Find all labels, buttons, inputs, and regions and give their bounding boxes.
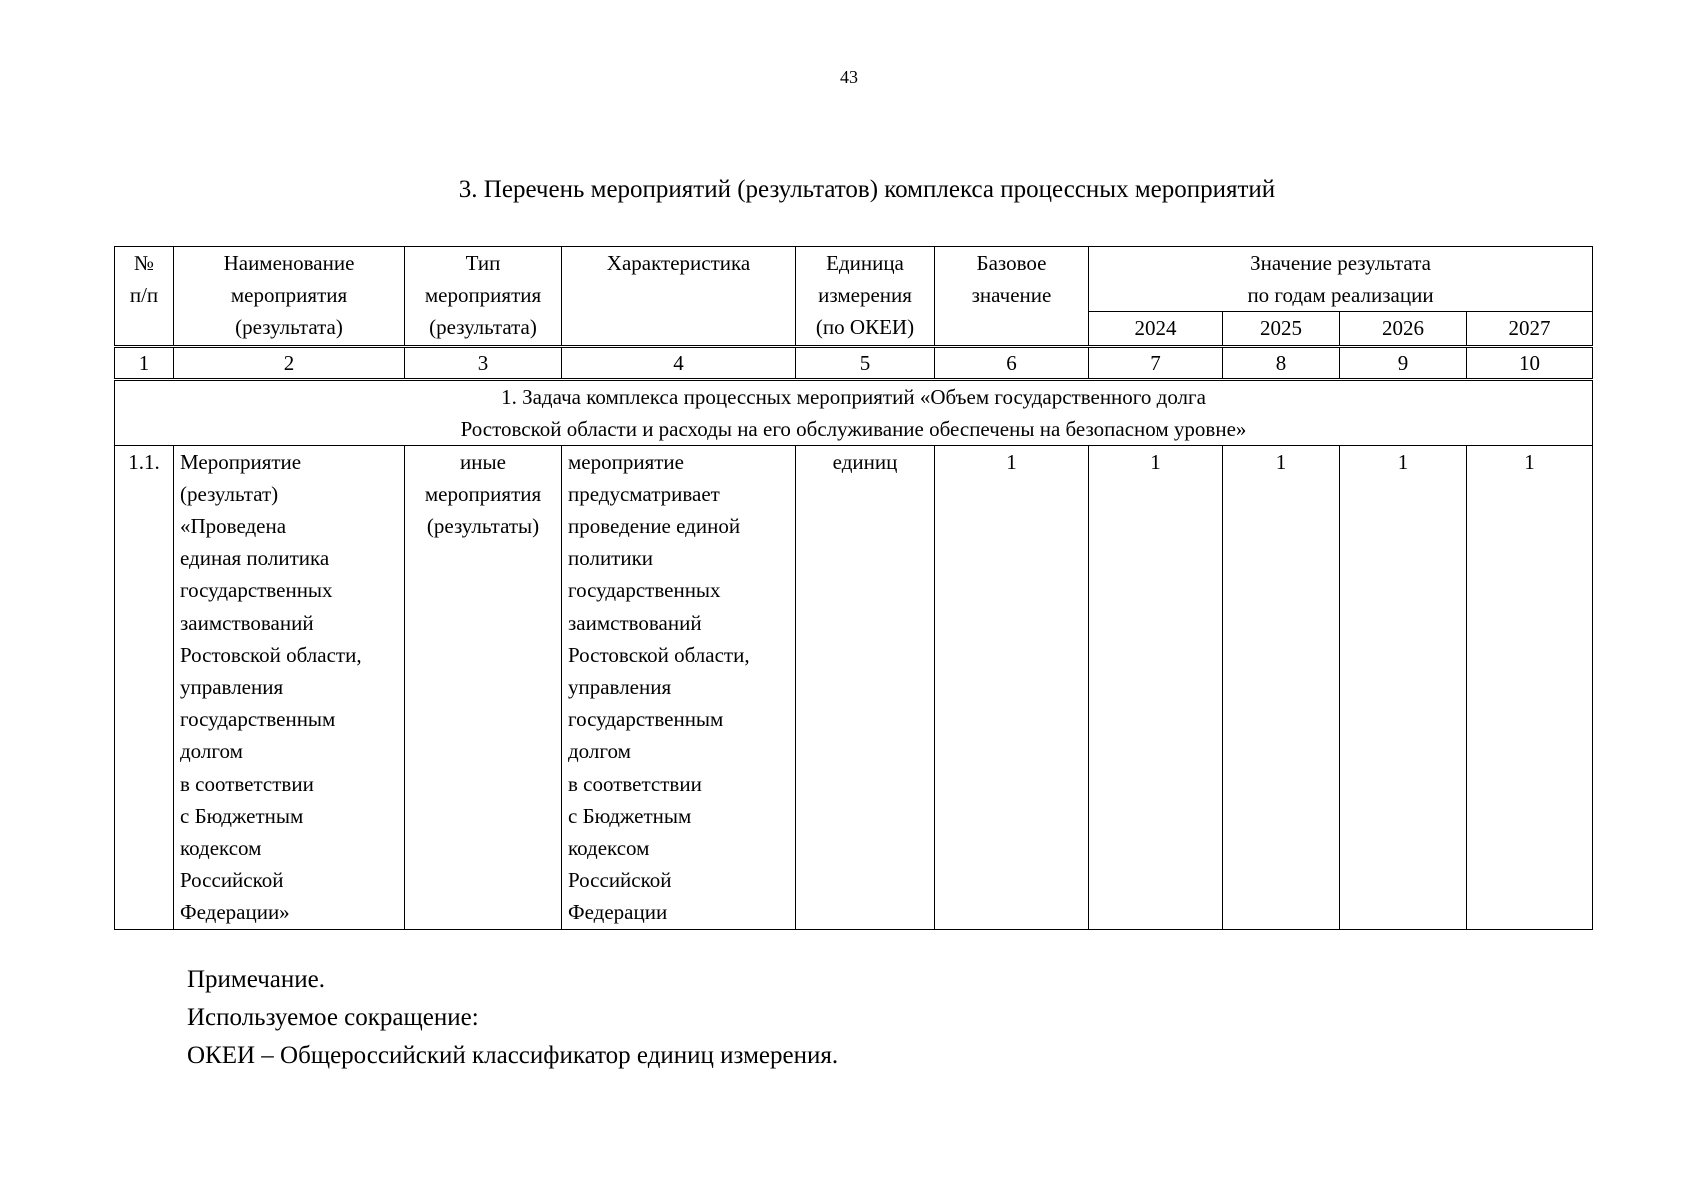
header-num: № п/п: [115, 247, 174, 347]
header-year-2026: 2026: [1340, 312, 1467, 346]
header-year-2024: 2024: [1089, 312, 1223, 346]
column-number: 10: [1467, 346, 1593, 379]
column-number: 3: [405, 346, 562, 379]
header-name: Наименование мероприятия (результата): [174, 247, 405, 347]
column-number: 1: [115, 346, 174, 379]
header-values: Значение результата по годам реализации: [1089, 247, 1593, 312]
row-value-2025: 1: [1223, 445, 1340, 929]
task-heading: 1. Задача комплекса процессных мероприятий «Объем государственного долга Ростовской области и расходы на его обслуживание обеспечены на безопасном уровне»: [115, 379, 1593, 445]
column-number: 2: [174, 346, 405, 379]
column-number: 6: [935, 346, 1089, 379]
row-unit: единиц: [796, 445, 935, 929]
header-type: Тип мероприятия (результата): [405, 247, 562, 347]
task-row: [115, 379, 1593, 445]
document-title: 3. Перечень мероприятий (результатов) комплекса процессных мероприятий: [458, 176, 1276, 203]
page-number: 43: [840, 67, 858, 87]
row-num: 1.1.: [115, 445, 174, 929]
measures-table: [114, 246, 1593, 930]
header-base: Базовое значение: [935, 247, 1089, 347]
table-row: [115, 445, 1593, 929]
column-number: 8: [1223, 346, 1340, 379]
row-type: иные мероприятия (результаты): [405, 445, 562, 929]
note-abbreviation: ОКЕИ – Общероссийский классификатор единиц измерения.: [187, 1042, 839, 1069]
row-name: Мероприятие (результат) «Проведена единая политика государственных заимствований Ростовской области, управления государственным долгом в соответствии с Бюджетным кодексом Российской Федерации»: [174, 445, 405, 929]
column-number-row: [115, 346, 1593, 379]
row-value-2027: 1: [1467, 445, 1593, 929]
header-unit: Единица измерения (по ОКЕИ): [796, 247, 935, 347]
column-number: 4: [562, 346, 796, 379]
header-characteristic: Характеристика: [562, 247, 796, 347]
row-characteristic: мероприятие предусматривает проведение единой политики государственных заимствований Ростовской области, управления государственным долгом в соответствии с Бюджетным кодексом Российской Федерации: [562, 445, 796, 929]
row-base: 1: [935, 445, 1089, 929]
row-value-2024: 1: [1089, 445, 1223, 929]
column-number: 7: [1089, 346, 1223, 379]
note-subheading: Используемое сокращение:: [187, 1004, 479, 1031]
header-row-1: [115, 247, 1593, 312]
header-year-2027: 2027: [1467, 312, 1593, 346]
row-value-2026: 1: [1340, 445, 1467, 929]
note-heading: Примечание.: [187, 966, 326, 993]
note-block: [187, 961, 838, 1075]
header-year-2025: 2025: [1223, 312, 1340, 346]
column-number: 5: [796, 346, 935, 379]
column-number: 9: [1340, 346, 1467, 379]
